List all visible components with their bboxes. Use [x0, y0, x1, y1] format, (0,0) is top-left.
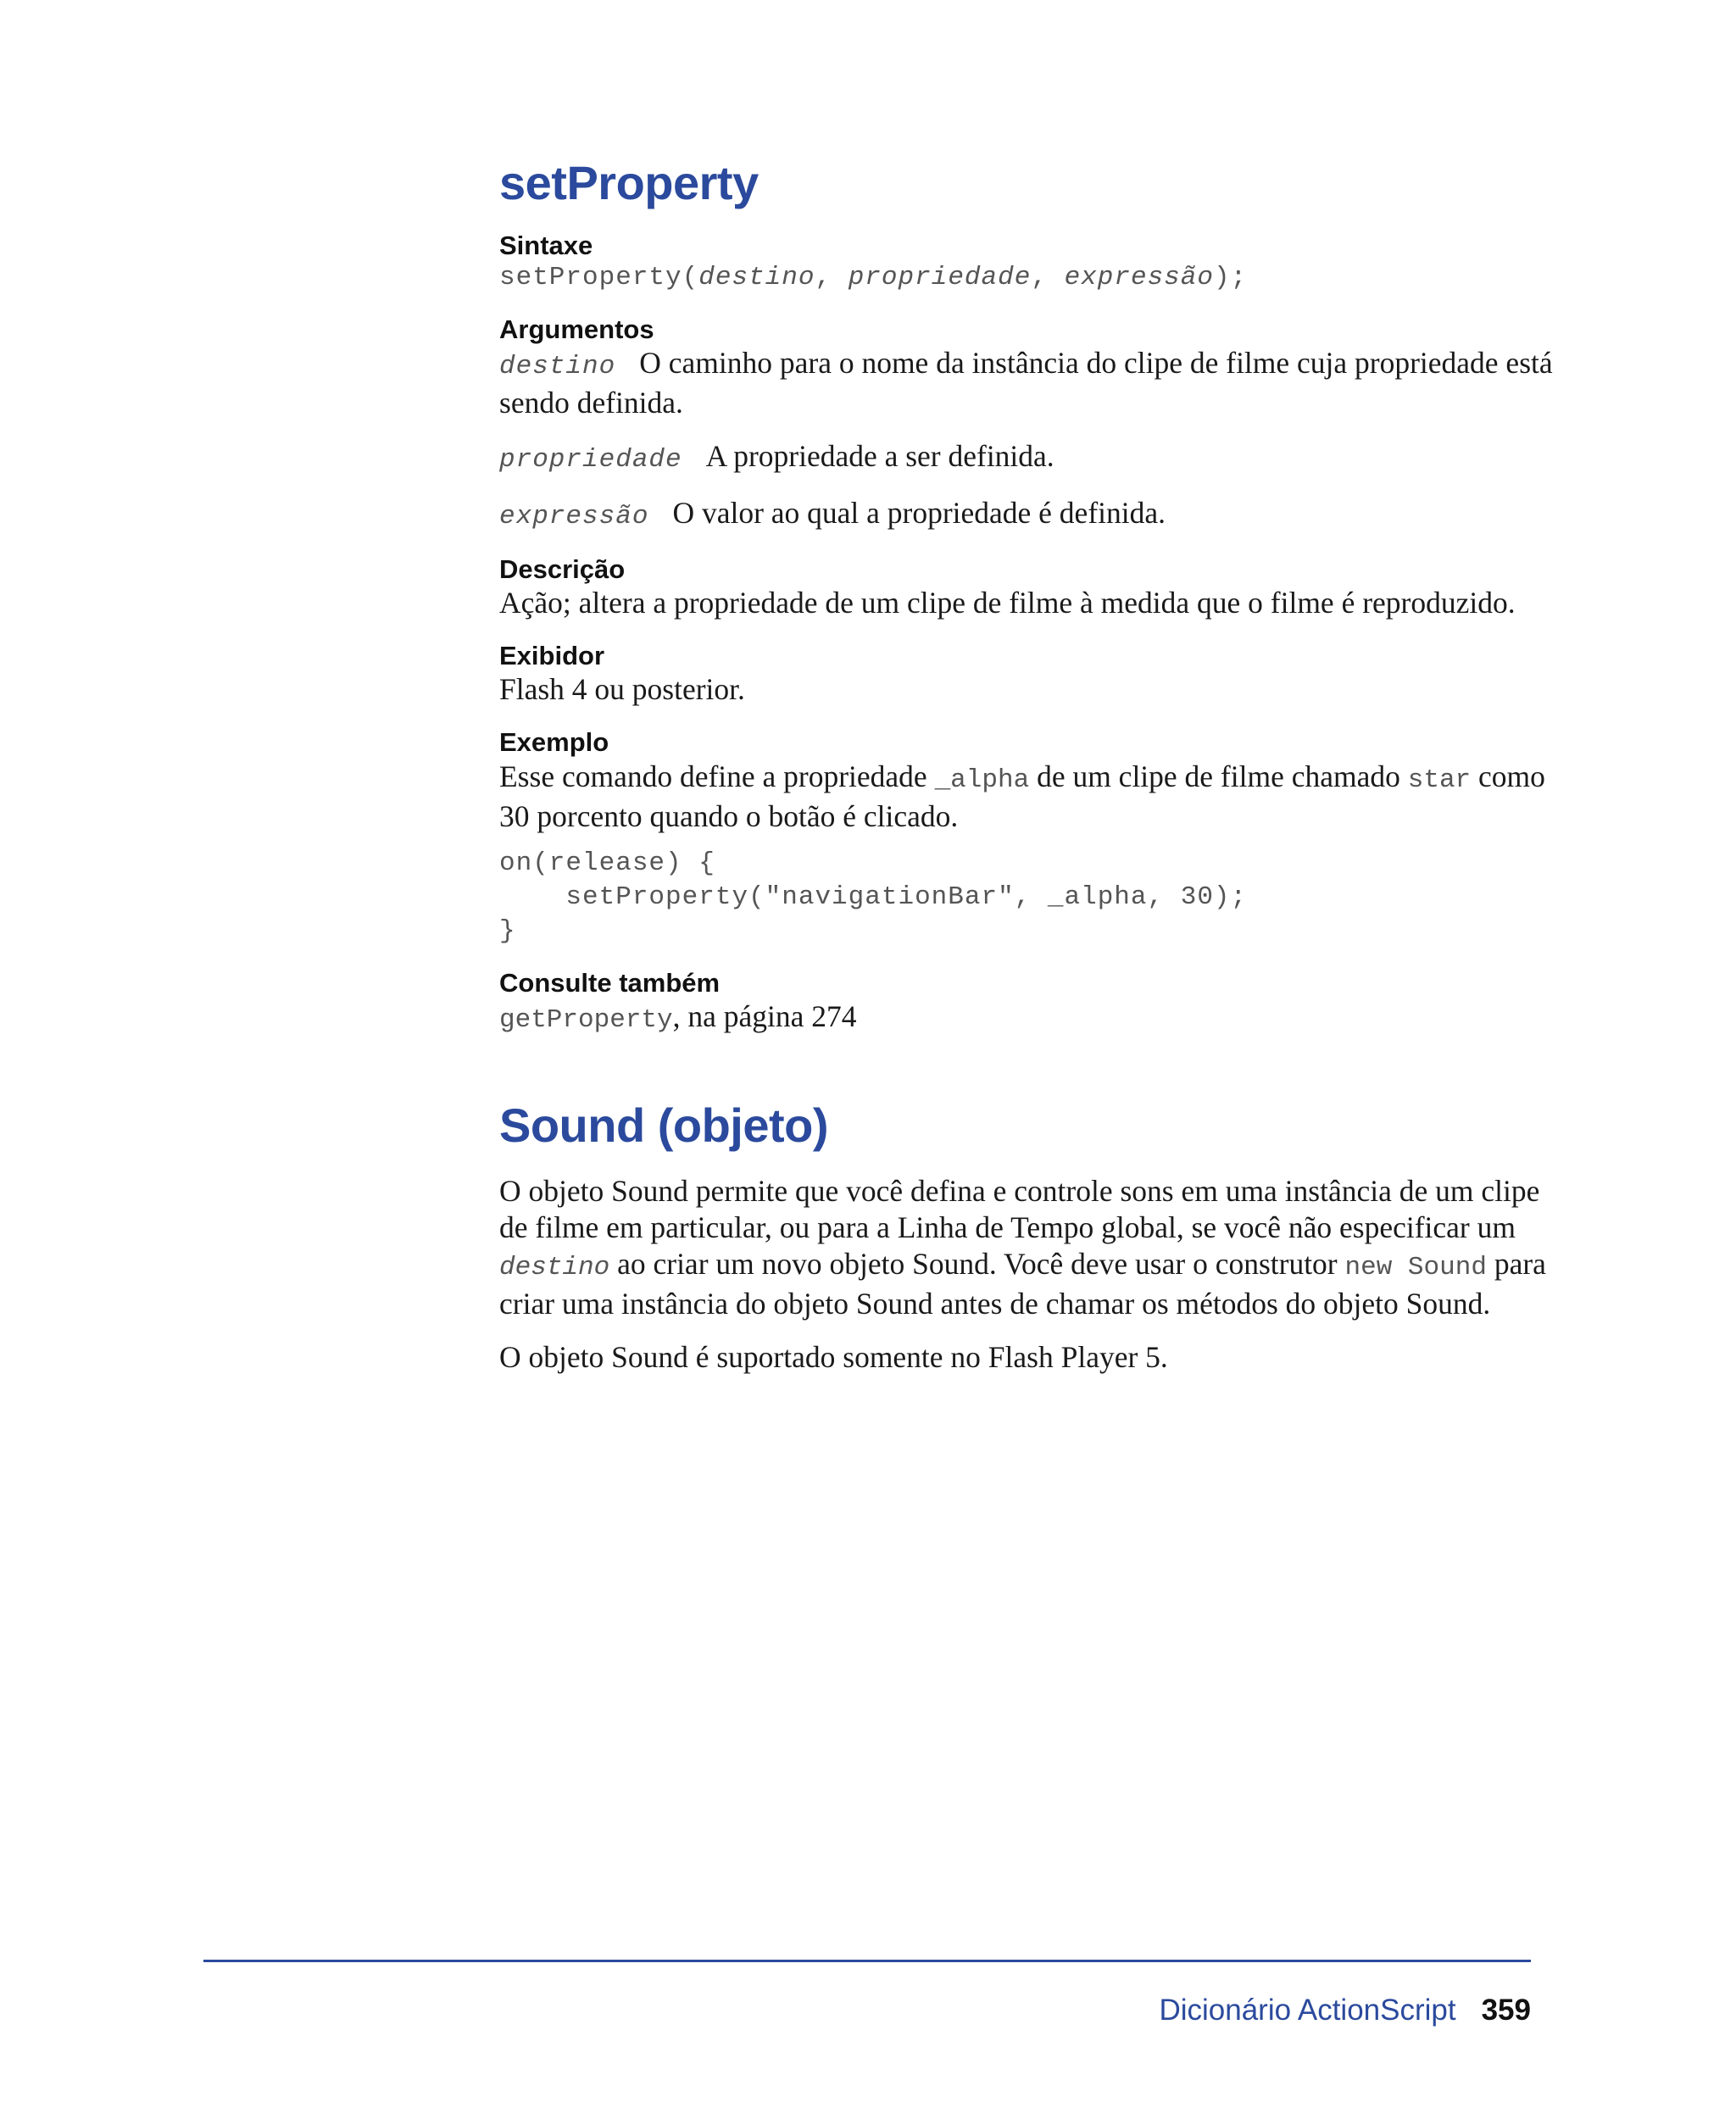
footer-book-title: Dicionário ActionScript — [1159, 1994, 1456, 2027]
syntax-fn: setProperty( — [499, 262, 699, 292]
argument-term: destino — [499, 351, 616, 381]
description-heading: Descrição — [499, 553, 626, 584]
argument-item — [499, 438, 1559, 478]
example-text — [499, 759, 1559, 835]
page-footer — [1159, 1994, 1531, 2027]
argument-text: O valor ao qual a propriedade é definida. — [672, 495, 1166, 530]
example-text-middle: de um clipe de filme chamado — [1029, 759, 1408, 793]
sound-text-c: para criar uma instância do objeto Sound antes de chamar os métodos do objeto Sound. — [499, 1247, 1546, 1321]
section-title-setproperty: setProperty — [499, 156, 759, 209]
syntax-sep1: , — [815, 262, 849, 292]
sound-paragraph-2: O objeto Sound é suportado somente no Flash Player 5. — [499, 1340, 1168, 1375]
sound-code-destino: destino — [499, 1253, 610, 1283]
example-code-block: on(release) { setProperty("navigationBar", _alpha, 30); } — [499, 848, 1248, 946]
argument-term: propriedade — [499, 444, 682, 475]
syntax-sep2: , — [1031, 262, 1065, 292]
sound-text-b: ao criar um novo objeto Sound. Você deve usar o construtor — [609, 1247, 1345, 1282]
see-also-heading: Consulte também — [499, 967, 721, 998]
syntax-arg-propriedade: propriedade — [848, 262, 1032, 292]
sound-paragraph-1 — [499, 1173, 1559, 1322]
syntax-arg-expressao: expressão — [1064, 262, 1214, 292]
see-also-page-ref: , na página 274 — [672, 998, 857, 1033]
see-also-link-getproperty[interactable]: getProperty — [499, 1004, 673, 1035]
example-code-alpha: _alpha — [934, 765, 1030, 795]
example-text-before: Esse comando define a propriedade — [499, 759, 935, 793]
example-heading: Exemplo — [499, 727, 609, 758]
see-also-text — [499, 998, 1559, 1038]
arguments-heading: Argumentos — [499, 314, 654, 344]
page-number: 359 — [1481, 1994, 1531, 2027]
footer-rule — [203, 1960, 1531, 1962]
syntax-arg-destino: destino — [698, 262, 815, 292]
section-title-sound: Sound (objeto) — [499, 1098, 829, 1152]
argument-item — [499, 345, 1559, 421]
sound-text-a: O objeto Sound permite que você defina e controle sons em uma instância de um clipe de filme em particular, ou para a Linha de Tempo global, se você não especificar um — [499, 1174, 1540, 1245]
syntax-line — [499, 261, 1559, 295]
page-content — [499, 157, 1559, 1393]
argument-term: expressão — [499, 501, 649, 531]
example-text-after: como 30 porcento quando o botão é clicado. — [499, 759, 1545, 833]
sound-code-new-sound: new Sound — [1344, 1253, 1487, 1283]
player-heading: Exibidor — [499, 641, 605, 671]
argument-text: A propriedade a ser definida. — [705, 438, 1054, 473]
player-text: Flash 4 ou posterior. — [499, 672, 745, 707]
syntax-end: ); — [1214, 262, 1248, 292]
syntax-heading: Sintaxe — [499, 230, 593, 260]
argument-text: O caminho para o nome da instância do clipe de filme cuja propriedade está sendo definida. — [499, 345, 1553, 420]
example-code-star: star — [1407, 765, 1472, 795]
description-text: Ação; altera a propriedade de um clipe de filme à medida que o filme é reproduzido. — [499, 586, 1516, 620]
argument-item — [499, 495, 1559, 535]
